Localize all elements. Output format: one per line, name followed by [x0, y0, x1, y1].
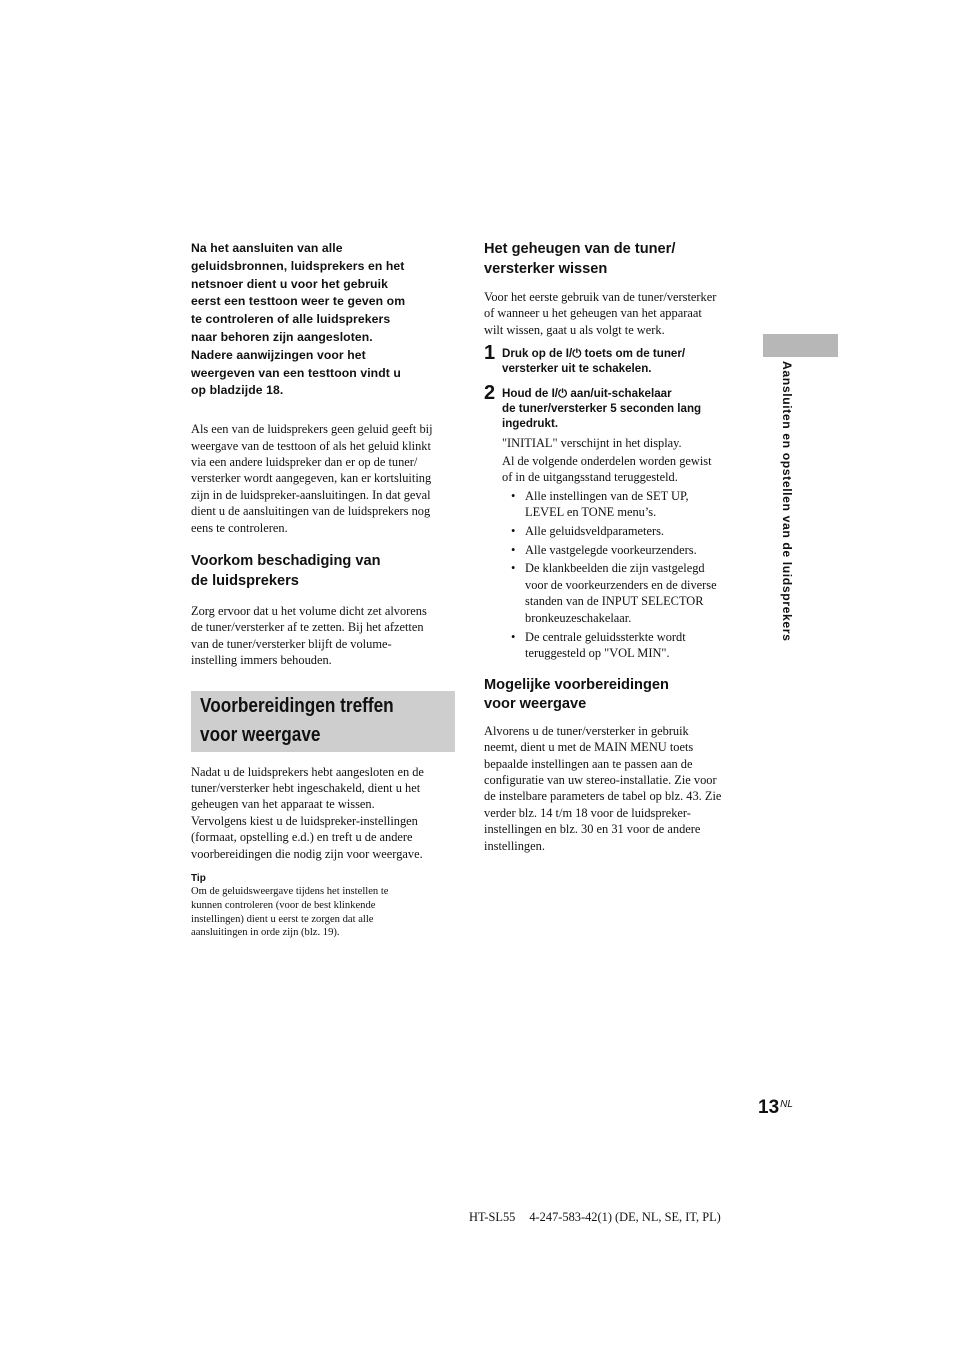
memory-heading: Het geheugen van de tuner/ versterker wissen	[484, 241, 676, 277]
connection-warning: Na het aansluiten van alle geluidsbronnen, luidsprekers en het netsnoer dient u voor het gebruik eerst een testtoon weer te geven om te controleren of alle luidsprekers naar behoren zijn aangesloten. Nadere aanwijzingen voor het weergeven van een testtoon vindt u op bladzijde 18.	[191, 241, 406, 398]
damage-paragraph: Zorg ervoor dat u het volume dicht zet alvorens de tuner/versterker af te zetten. Bij het afzetten van de tuner/versterker blijft de volume- instelling immers behouden.	[191, 604, 427, 668]
chapter-tab-marker	[763, 334, 838, 357]
step-number: 2	[484, 382, 496, 405]
step-instruction: Druk op de I/⏻ toets om de tuner/ versterker uit te schakelen.	[502, 347, 686, 376]
list-item: • De centrale geluidssterkte wordt teruggesteld op "VOL MIN".	[502, 629, 750, 662]
step-number: 1	[484, 342, 496, 365]
preparation-paragraph: Nadat u de luidsprekers hebt aangesloten en de tuner/versterker hebt ingeschakeld, dient u het geheugen van het apparaat te wissen. Vervolgens kiest u de luidspreker-instellingen (formaat, opstelling e.d.) en treft u de andere voorbereidingen die nodig zijn voor weergave.	[191, 764, 424, 861]
list-item: • Alle vastgelegde voorkeurzenders.	[502, 542, 750, 559]
speaker-check-paragraph: Als een van de luidsprekers geen geluid geeft bij weergave van de testtoon of als het geluid klinkt via een andere luidspreker dan er op de tuner/ versterker wordt aangegeven, kan er kortsluiting zijn in de luidspreker-aansluitingen. In dat geval dient u de aansluitingen van de luidsprekers nog eens te controleren.	[191, 422, 433, 535]
tip-text: Om de geluidsweergave tijdens het instellen te kunnen controleren (voor de best klinkende instellingen) dient u eerst te zorgen dat alle aansluitingen in orde zijn (blz. 19).	[191, 886, 389, 939]
page-number: $13^{NL}$	[758, 1097, 793, 1118]
tip-label: Tip	[191, 873, 206, 885]
memory-intro: Voor het eerste gebruik van de tuner/versterker of wanneer u het geheugen van het apparaat wilt wissen, gaat u als volgt te werk.	[484, 290, 717, 337]
step-instruction: Houd de I/⏻ aan/uit-schakelaar de tuner/versterker 5 seconden lang ingedrukt.	[502, 387, 702, 431]
chapter-sidebar-label: Aansluiten en opstellen van de luidsprekers	[780, 361, 794, 642]
list-item: • De klankbeelden die zijn vastgelegd voor de voorkeurzenders en de diverse standen van de INPUT SELECTOR bronkeuzeschakelaar.	[502, 560, 750, 626]
preparation-heading: Mogelijke voorbereidingen voor weergave	[484, 676, 669, 713]
section-title-banner	[191, 691, 455, 752]
reset-description: Al de volgende onderdelen worden gewist of in de uitgangsstand teruggesteld.	[502, 453, 712, 485]
damage-heading: Voorkom beschadiging van de luidsprekers	[191, 553, 381, 589]
list-item: • Alle instellingen van de SET UP, LEVEL en TONE menu’s.	[502, 488, 750, 521]
reset-items-list	[484, 488, 750, 662]
step-1	[484, 342, 750, 376]
step-2-description	[484, 435, 750, 486]
list-item: • Alle geluidsveldparameters.	[502, 523, 750, 540]
preparation-paragraph-right: Alvorens u de tuner/versterker in gebruik neemt, dient u met de MAIN MENU toets bepaalde instellingen aan te passen aan de configuratie van uw stereo-installatie. Zie voor de instelbare parameters de tabel op blz. 43. Zie verder blz. 14 t/m 18 voor de luidspreker- instellingen en blz. 30 en 31 voor de andere instellingen.	[484, 723, 722, 853]
footer-model-code: HT-SL55 4-247-583-42(1) (DE, NL, SE, IT, PL)	[469, 1210, 721, 1224]
section-title: Voorbereidingen treffen voor weergave	[200, 695, 394, 747]
right-column	[484, 240, 750, 854]
display-message: "INITIAL" verschijnt in het display.	[502, 436, 682, 451]
step-2	[484, 382, 750, 431]
left-column	[191, 240, 455, 940]
